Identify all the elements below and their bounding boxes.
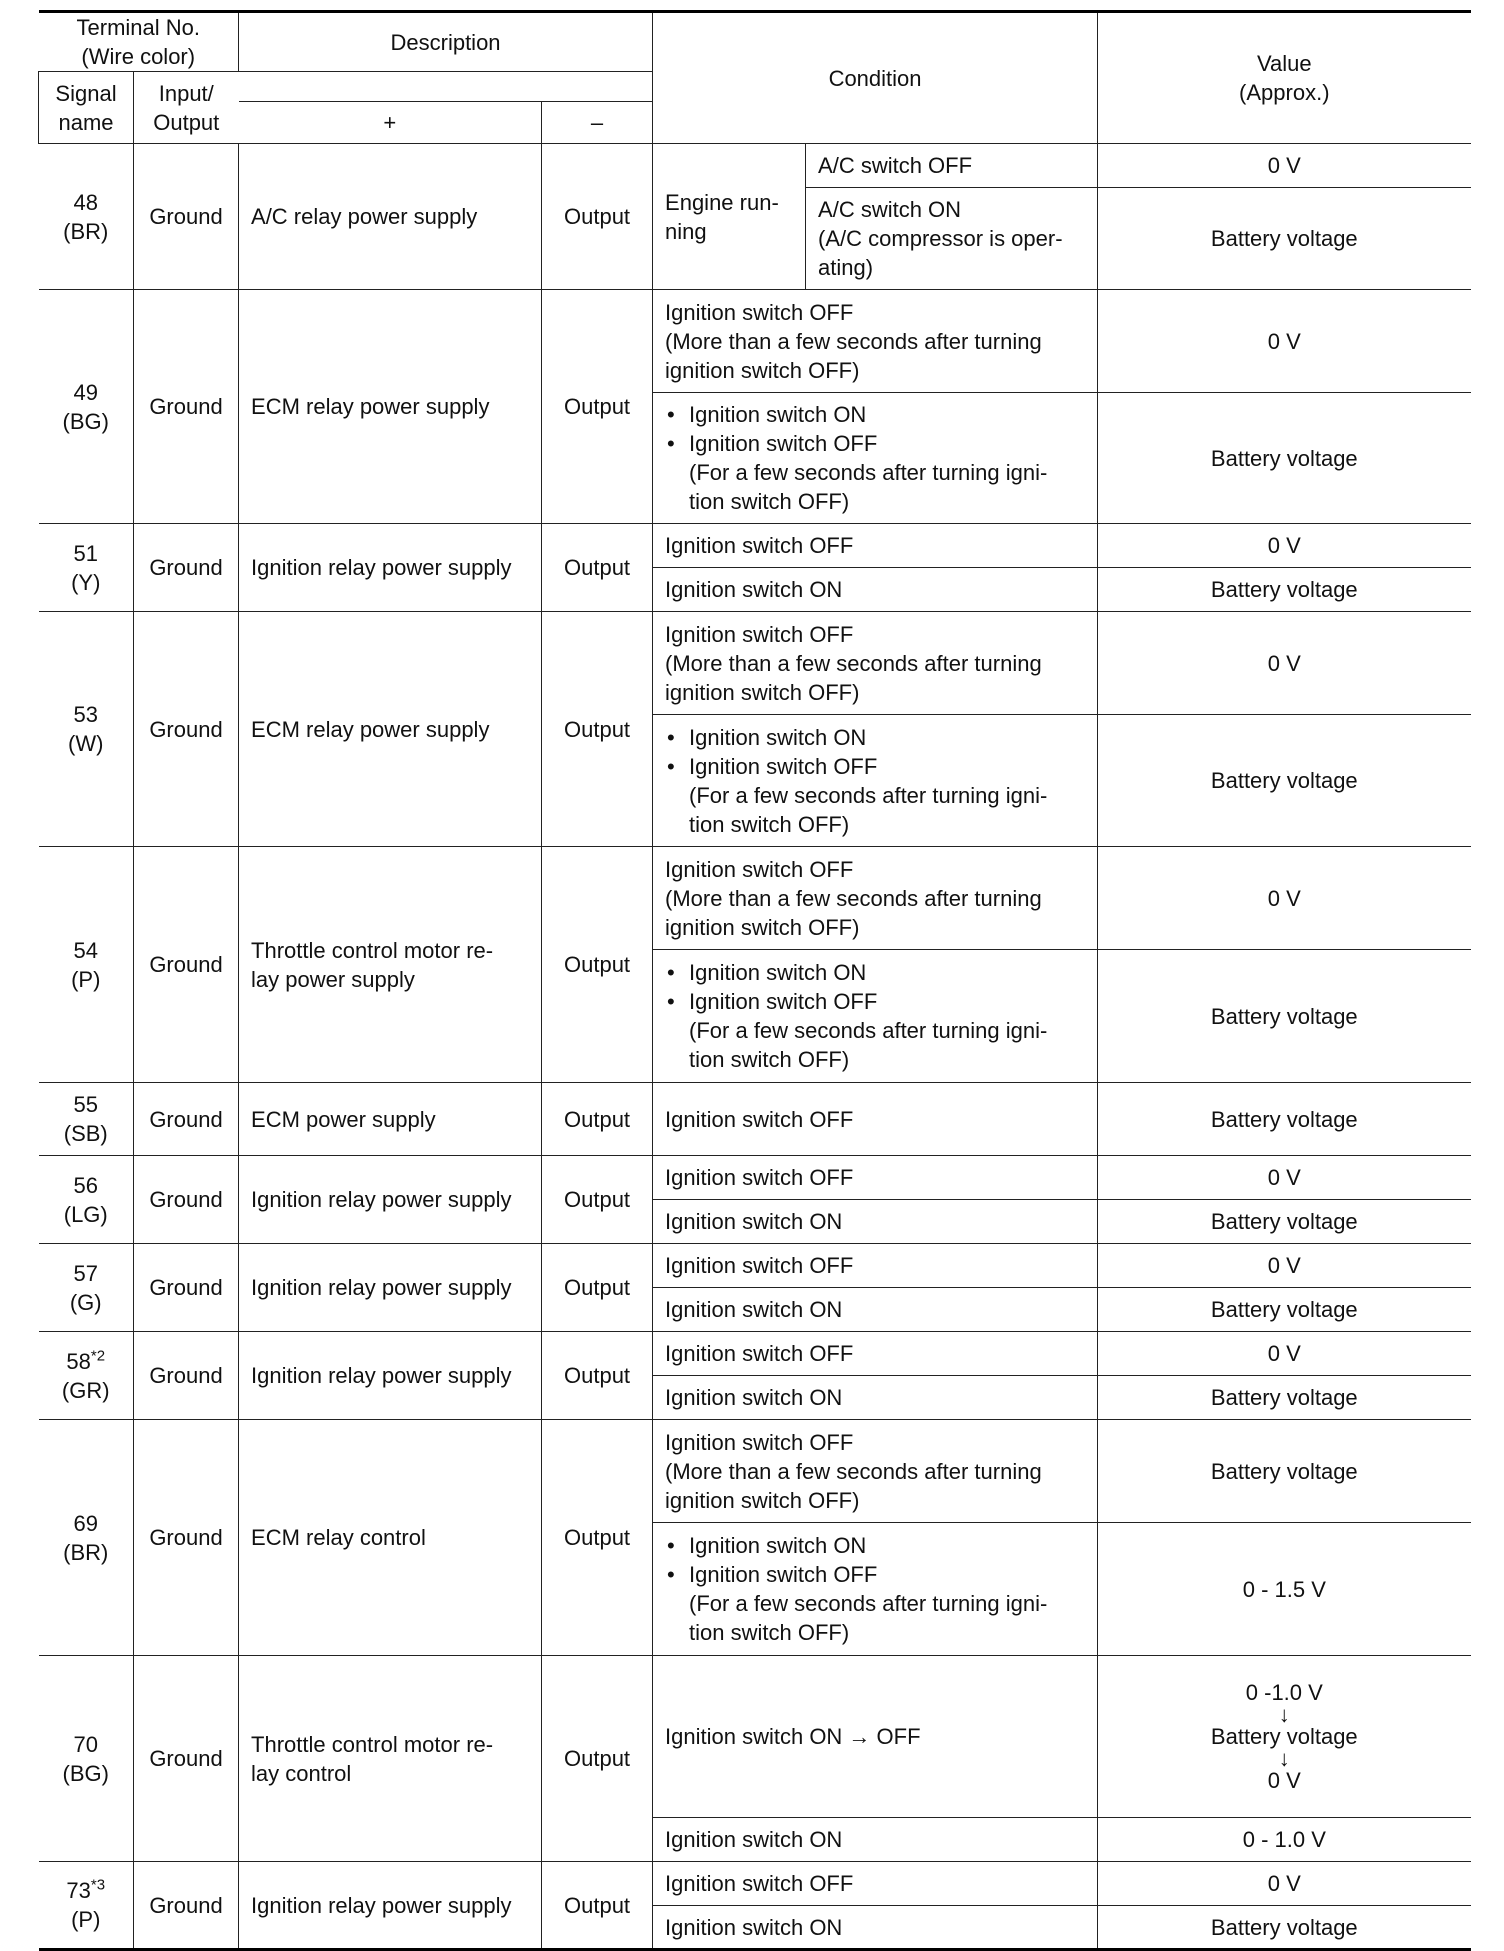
condition-cell: • Ignition switch ON • Ignition switch OFF (For a few seconds after turning igni- tion switch OFF) bbox=[653, 950, 1098, 1083]
ground-cell: Ground bbox=[134, 847, 239, 1083]
condition-cell: • Ignition switch ON • Ignition switch OFF (For a few seconds after turning igni- tion switch OFF) bbox=[653, 393, 1098, 524]
ground-cell: Ground bbox=[134, 524, 239, 612]
io-cell: Output bbox=[542, 1244, 653, 1332]
signal-cell: Ignition relay power supply bbox=[239, 1332, 542, 1420]
table-row bbox=[39, 847, 1471, 950]
terminal-cell: 48 (BR) bbox=[39, 144, 134, 290]
io-cell: Output bbox=[542, 1332, 653, 1420]
condition-cell: A/C switch OFF bbox=[806, 144, 1098, 188]
table-row bbox=[39, 1083, 1471, 1156]
condition-cell: Ignition switch OFF bbox=[653, 1862, 1098, 1906]
io-cell: Output bbox=[542, 1656, 653, 1862]
table-row bbox=[39, 144, 1471, 188]
value-cell: Battery voltage bbox=[1098, 950, 1471, 1083]
table-row bbox=[39, 1156, 1471, 1200]
condition-cell: Ignition switch ON bbox=[653, 1200, 1098, 1244]
value-header: Value (Approx.) bbox=[1098, 12, 1471, 144]
signal-cell: ECM relay control bbox=[239, 1420, 542, 1656]
value-cell: Battery voltage bbox=[1098, 1083, 1471, 1156]
value-cell: Battery voltage bbox=[1098, 1906, 1471, 1950]
condition-cell: Ignition switch OFF (More than a few seconds after turning ignition switch OFF) bbox=[653, 612, 1098, 715]
table-row bbox=[39, 612, 1471, 715]
value-cell: Battery voltage bbox=[1098, 1376, 1471, 1420]
table-row bbox=[39, 1862, 1471, 1906]
terminal-cell: 54 (P) bbox=[39, 847, 134, 1083]
down-arrow-icon: ↓ bbox=[1278, 1745, 1290, 1771]
io-cell: Output bbox=[542, 1862, 653, 1950]
condition-cell: Ignition switch ON bbox=[653, 1818, 1098, 1862]
io-cell: Output bbox=[542, 1420, 653, 1656]
terminal-cell: 55 (SB) bbox=[39, 1083, 134, 1156]
io-cell: Output bbox=[542, 1083, 653, 1156]
signal-cell: Throttle control motor re- lay control bbox=[239, 1656, 542, 1862]
description-header: Description bbox=[239, 12, 653, 72]
value-cell: 0 V bbox=[1098, 290, 1471, 393]
terminal-cell: 53 (W) bbox=[39, 612, 134, 847]
terminal-cell: 57 (G) bbox=[39, 1244, 134, 1332]
condition-cell: A/C switch ON (A/C compressor is oper- ating) bbox=[806, 188, 1098, 290]
condition-cell: Ignition switch OFF bbox=[653, 524, 1098, 568]
signal-cell: A/C relay power supply bbox=[239, 144, 542, 290]
ground-cell: Ground bbox=[134, 1332, 239, 1420]
terminal-cell: 58$^{*2}$ (GR) bbox=[39, 1332, 134, 1420]
table-row bbox=[39, 1420, 1471, 1523]
value-cell: Battery voltage bbox=[1098, 1200, 1471, 1244]
terminal-cell: 56 (LG) bbox=[39, 1156, 134, 1244]
value-cell: Battery voltage bbox=[1098, 1420, 1471, 1523]
terminal-cell: 49 (BG) bbox=[39, 290, 134, 524]
value-cell: 0 V bbox=[1098, 1156, 1471, 1200]
value-cell: Battery voltage bbox=[1098, 568, 1471, 612]
value-cell: 0 V bbox=[1098, 612, 1471, 715]
io-cell: Output bbox=[542, 1156, 653, 1244]
condition-cell: Ignition switch ON bbox=[653, 1376, 1098, 1420]
ground-cell: Ground bbox=[134, 612, 239, 847]
io-cell: Output bbox=[542, 524, 653, 612]
terminal-cell: 69 (BR) bbox=[39, 1420, 134, 1656]
value-cell: Battery voltage bbox=[1098, 1288, 1471, 1332]
condition-cell: Ignition switch OFF bbox=[653, 1332, 1098, 1376]
signal-cell: ECM relay power supply bbox=[239, 290, 542, 524]
condition-cell: • Ignition switch ON • Ignition switch OFF (For a few seconds after turning igni- tion switch OFF) bbox=[653, 1523, 1098, 1656]
signal-cell: Ignition relay power supply bbox=[239, 524, 542, 612]
condition-cell: Ignition switch ON → OFF bbox=[653, 1656, 1098, 1818]
input-output-header: Input/ Output bbox=[134, 72, 239, 144]
condition-cell: Ignition switch OFF (More than a few seconds after turning ignition switch OFF) bbox=[653, 1420, 1098, 1523]
signal-cell: Ignition relay power supply bbox=[239, 1156, 542, 1244]
footnote-mark: *3 bbox=[90, 1876, 106, 1894]
value-cell: 0 V bbox=[1098, 524, 1471, 568]
value-cell: 0 - 1.5 V bbox=[1098, 1523, 1471, 1656]
terminal-cell: 73$^{*3}$ (P) bbox=[39, 1862, 134, 1950]
condition-cell: Ignition switch ON bbox=[653, 1906, 1098, 1950]
ground-cell: Ground bbox=[134, 1420, 239, 1656]
value-cell: 0 V bbox=[1098, 1862, 1471, 1906]
value-cell: 0 - 1.0 V bbox=[1098, 1818, 1471, 1862]
value-cell: 0 V bbox=[1098, 1244, 1471, 1288]
ground-cell: Ground bbox=[134, 1156, 239, 1244]
condition-cell: Ignition switch OFF bbox=[653, 1244, 1098, 1288]
ground-cell: Ground bbox=[134, 290, 239, 524]
io-cell: Output bbox=[542, 847, 653, 1083]
value-cell: 0 V bbox=[1098, 847, 1471, 950]
signal-cell: Ignition relay power supply bbox=[239, 1862, 542, 1950]
io-cell: Output bbox=[542, 612, 653, 847]
terminal-cell: 70 (BG) bbox=[39, 1656, 134, 1862]
terminal-cell: 51 (Y) bbox=[39, 524, 134, 612]
condition-cell: Ignition switch ON bbox=[653, 568, 1098, 612]
condition-cell: Ignition switch OFF (More than a few seconds after turning ignition switch OFF) bbox=[653, 847, 1098, 950]
footnote-mark: *2 bbox=[90, 1347, 106, 1365]
table-row bbox=[39, 1332, 1471, 1376]
condition-cell: • Ignition switch ON • Ignition switch OFF (For a few seconds after turning igni- tion switch OFF) bbox=[653, 715, 1098, 847]
terminal-table bbox=[38, 10, 1471, 1951]
signal-cell: Ignition relay power supply bbox=[239, 1244, 542, 1332]
value-cell: Battery voltage bbox=[1098, 715, 1471, 847]
ground-cell: Ground bbox=[134, 1656, 239, 1862]
signal-cell: ECM relay power supply bbox=[239, 612, 542, 847]
condition-header: Condition bbox=[653, 12, 1098, 144]
condition-cell: Ignition switch ON bbox=[653, 1288, 1098, 1332]
signal-cell: Throttle control motor re- lay power supply bbox=[239, 847, 542, 1083]
ground-cell: Ground bbox=[134, 1244, 239, 1332]
terminal-no-header: Terminal No. (Wire color) bbox=[39, 12, 239, 72]
minus-header: – bbox=[542, 102, 653, 144]
table-row bbox=[39, 1656, 1471, 1818]
value-cell: 0 V bbox=[1098, 1332, 1471, 1376]
condition-cell: Ignition switch OFF bbox=[653, 1083, 1098, 1156]
ground-cell: Ground bbox=[134, 1862, 239, 1950]
table-row bbox=[39, 524, 1471, 568]
condition-cell: Engine run- ning bbox=[653, 144, 806, 290]
ground-cell: Ground bbox=[134, 144, 239, 290]
table-row bbox=[39, 290, 1471, 393]
value-cell: Battery voltage bbox=[1098, 393, 1471, 524]
io-cell: Output bbox=[542, 144, 653, 290]
signal-name-header: Signal name bbox=[39, 72, 134, 144]
value-cell: 0 -1.0 V ↓ Battery voltage ↓ 0 V bbox=[1098, 1656, 1471, 1818]
condition-cell: Ignition switch OFF bbox=[653, 1156, 1098, 1200]
value-cell: Battery voltage bbox=[1098, 188, 1471, 290]
value-cell: 0 V bbox=[1098, 144, 1471, 188]
down-arrow-icon: ↓ bbox=[1278, 1701, 1290, 1727]
io-cell: Output bbox=[542, 290, 653, 524]
condition-cell: Ignition switch OFF (More than a few seconds after turning ignition switch OFF) bbox=[653, 290, 1098, 393]
table-row bbox=[39, 1244, 1471, 1288]
plus-header: + bbox=[239, 102, 542, 144]
signal-cell: ECM power supply bbox=[239, 1083, 542, 1156]
ground-cell: Ground bbox=[134, 1083, 239, 1156]
